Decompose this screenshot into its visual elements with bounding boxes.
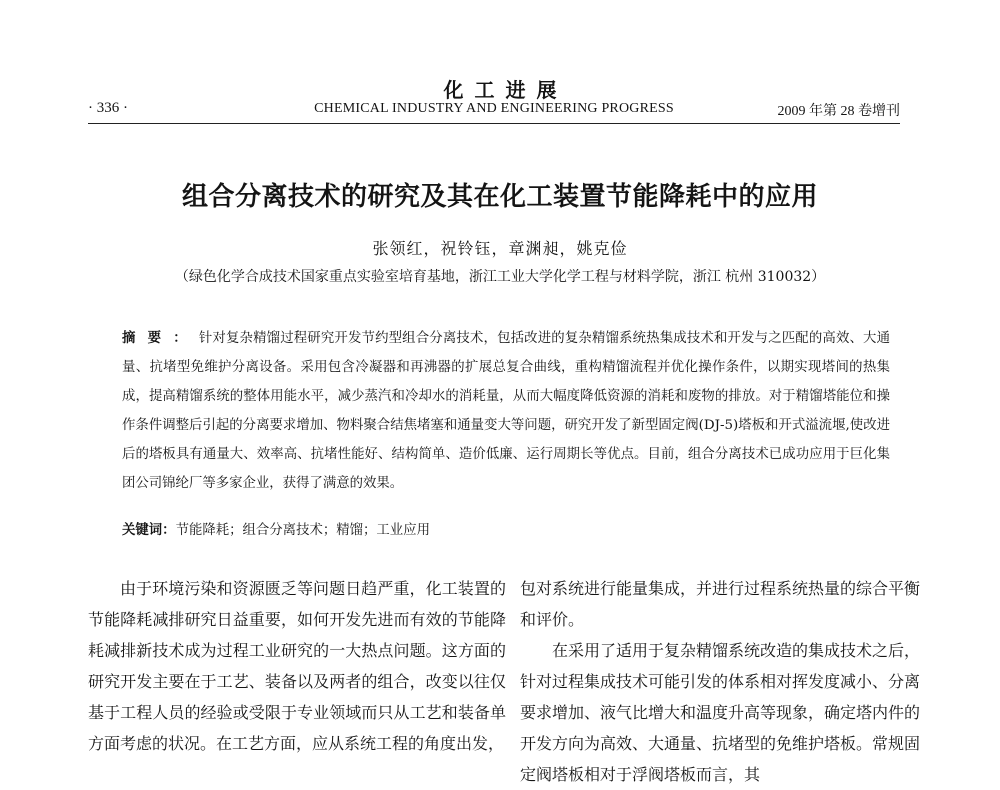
page-number: · 336 · (88, 100, 128, 116)
keywords-text: 节能降耗；组合分离技术；精馏；工业应用 (175, 523, 430, 538)
abstract-label: 摘要： (122, 331, 199, 346)
journal-name-english: CHEMICAL INDUSTRY AND ENGINEERING PROGRESS (314, 101, 674, 116)
keywords (122, 520, 890, 542)
abstract-text: 针对复杂精馏过程研究开发节约型组合分离技术，包括改进的复杂精馏系统热集成技术和开发与之匹配的高效、大通量、抗堵型免维护分离设备。采用包含冷凝器和再沸器的扩展总复合曲线，重构精馏流程并优化操作条件，以期实现塔间的热集成，提高精馏系统的整体用能水平，减少蒸汽和冷却水的消耗量，从而大幅度降低资源的消耗和废物的排放。对于精馏塔能位和操作条件调整后引起的分离要求增加、物料聚合结焦堵塞和通量变大等问题，研究开发了新型固定阀(DJ-5)塔板和开式溢流堰,使改进后的塔板具有通量大、效率高、抗堵性能好、结构简单、造价低廉、运行周期长等优点。目前，组合分离技术已成功应用于巨化集团公司锦纶厂等多家企业，获得了满意的效果。 (122, 331, 891, 491)
issue-info: 2009 年第 28 卷增刊 (777, 104, 900, 119)
header-divider (88, 123, 900, 124)
author-affiliation: （绿色化学合成技术国家重点实验室培育基地，浙江工业大学化学工程与材料学院，浙江 杭州 310032） (174, 269, 826, 285)
body-column-right (520, 573, 921, 784)
body-paragraph: 在采用了适用于复杂精馏系统改造的集成技术之后，针对过程集成技术可能引发的体系相对挥发度减小、分离要求增加、液气比增大和温度升高等现象，确定塔内件的开发方向为高效、大通量、抗堵型的免维护塔板。常规固定阀塔板相对于浮阀塔板而言，其 (520, 641, 921, 784)
keywords-label: 关键词： (122, 523, 176, 538)
body-column-left (88, 573, 506, 773)
article-title: 组合分离技术的研究及其在化工装置节能降耗中的应用 (181, 182, 818, 212)
body-paragraph: 由于环境污染和资源匮乏等问题日趋严重，化工装置的节能降耗减排研究日益重要，如何开发先进而有效的节能降耗减排新技术成为过程工业研究的一大热点问题。这方面的研究开发主要在于工艺、装备以及两者的组合，改变以往仅基于工程人员的经验或受限于专业领域而只从工艺和装备单方面考虑的状况。在工艺方面，应从系统工程的角度出发， (88, 579, 506, 753)
running-header (88, 100, 900, 120)
abstract (122, 324, 890, 498)
journal-name-chinese: 化工进展 (443, 78, 568, 102)
author-list: 张领红，祝铃钰，章渊昶，姚克俭 (372, 239, 628, 258)
body-paragraph-continued: 包对系统进行能量集成，并进行过程系统热量的综合平衡和评价。 (520, 579, 921, 629)
